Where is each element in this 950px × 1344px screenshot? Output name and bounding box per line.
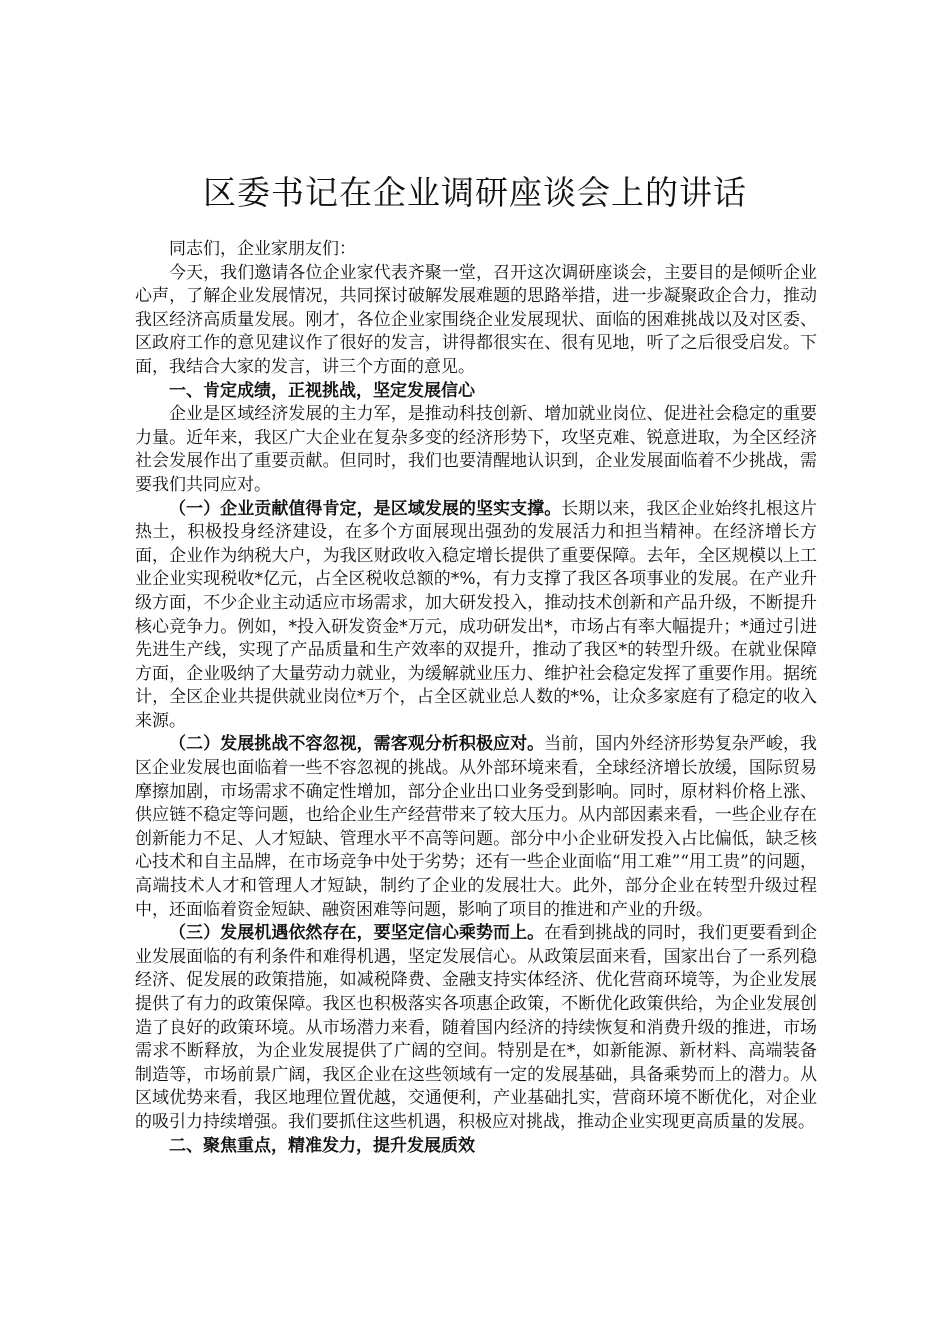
- section1-heading: 一、肯定成绩，正视挑战，坚定发展信心: [169, 380, 475, 401]
- intro-paragraph: 今天，我们邀请各位企业家代表齐聚一堂，召开这次调研座谈会，主要目的是倾听企业心声，了解企业发展情况，共同探讨破解发展难题的思路举措，进一步凝聚政企合力，推动我区经济高质量发展。刚才，各位企业家围绕企业发展现状、面临的困难挑战以及对区委、区政府工作的意见建议作了很好的发言，讲得都很实在、很有见地，听了之后很受启发。下面，我结合大家的发言，讲三个方面的意见。: [135, 262, 817, 377]
- section2-heading: 二、聚焦重点，精准发力，提升发展质效: [169, 1135, 475, 1156]
- section1-sub3-paragraph: [135, 922, 817, 1134]
- section1-sub3-lead: （三）发展机遇依然存在，要坚定信心乘势而上。: [169, 923, 545, 944]
- page-title: 区委书记在企业调研座谈会上的讲话: [203, 173, 747, 212]
- document-body: [135, 238, 817, 1158]
- section1-sub1-text: 长期以来，我区企业始终扎根这片热土，积极投身经济建设，在多个方面展现出强劲的发展活力和担当精神。在经济增长方面，企业作为纳税大户，为我区财政收入稳定增长提供了重要保障。去年，全区规模以上工业企业实现税收*亿元，占全区税收总额的*%，有力支撑了我区各项事业的发展。在产业升级方面，不少企业主动适应市场需求，加大研发投入，推动技术创新和产品升级，不断提升核心竞争力。例如，*投入研发资金*万元，成功研发出*，市场占有率大幅提升；*通过引进先进生产线，实现了产品质量和生产效率的双提升，推动了我区*的转型升级。在就业保障方面，企业吸纳了大量劳动力就业，为缓解就业压力、维护社会稳定发挥了重要作用。据统计，全区企业共提供就业岗位*万个，占全区就业总人数的*%，让众多家庭有了稳定的收入来源。: [135, 498, 818, 731]
- section1-sub2-lead: （二）发展挑战不容忽视，需客观分析积极应对。: [169, 734, 545, 755]
- greeting-paragraph: 同志们，企业家朋友们：: [169, 239, 356, 259]
- section1-sub3-text: 在看到挑战的同时，我们更要看到企业发展面临的有利条件和难得机遇，坚定发展信心。从政策层面来看，国家出台了一系列稳经济、促发展的政策措施，如减税降费、金融支持实体经济、优化营商环境等，为企业发展提供了有力的政策保障。我区也积极落实各项惠企政策，不断优化政策供给，为企业发展创造了良好的政策环境。从市场潜力来看，随着国内经济的持续恢复和消费升级的推进，市场需求不断释放，为企业发展提供了广阔的空间。特别是在*，如新能源、新材料、高端装备制造等，市场前景广阔，我区企业在这些领域有一定的发展基础，具备乘势而上的潜力。从区域优势来看，我区地理位置优越，交通便利，产业基础扎实，营商环境不断优化，对企业的吸引力持续增强。我们要抓住这些机遇，积极应对挑战，推动企业实现更高质量的发展。: [135, 923, 818, 1132]
- section1-intro-paragraph: 企业是区域经济发展的主力军，是推动科技创新、增加就业岗位、促进社会稳定的重要力量。近年来，我区广大企业在复杂多变的经济形势下，攻坚克难、锐意进取，为全区经济社会发展作出了重要贡献。但同时，我们也要清醒地认识到，企业发展面临着不少挑战，需要我们共同应对。: [135, 404, 817, 495]
- section1-sub1-paragraph: [135, 498, 817, 734]
- section1-sub1-lead: （一）企业贡献值得肯定，是区域发展的坚实支撑。: [169, 498, 562, 519]
- section1-sub2-text: 当前，国内外经济形势复杂严峻，我区企业发展也面临着一些不容忽视的挑战。从外部环境来看，全球经济增长放缓，国际贸易摩擦加剧，市场需求不确定性增加，部分企业出口业务受到影响。同时，原材料价格上涨、供应链不稳定等问题，也给企业生产经营带来了较大压力。从内部因素来看，一些企业存在创新能力不足、人才短缺、管理水平不高等问题。部分中小企业研发投入占比偏低，缺乏核心技术和自主品牌，在市场竞争中处于劣势；还有一些企业面临“用工难”“用工贵”的问题，高端技术人才和管理人才短缺，制约了企业的发展壮大。此外，部分企业在转型升级过程中，还面临着资金短缺、融资困难等问题，影响了项目的推进和产业的升级。: [135, 734, 818, 920]
- section1-sub2-paragraph: [135, 733, 817, 922]
